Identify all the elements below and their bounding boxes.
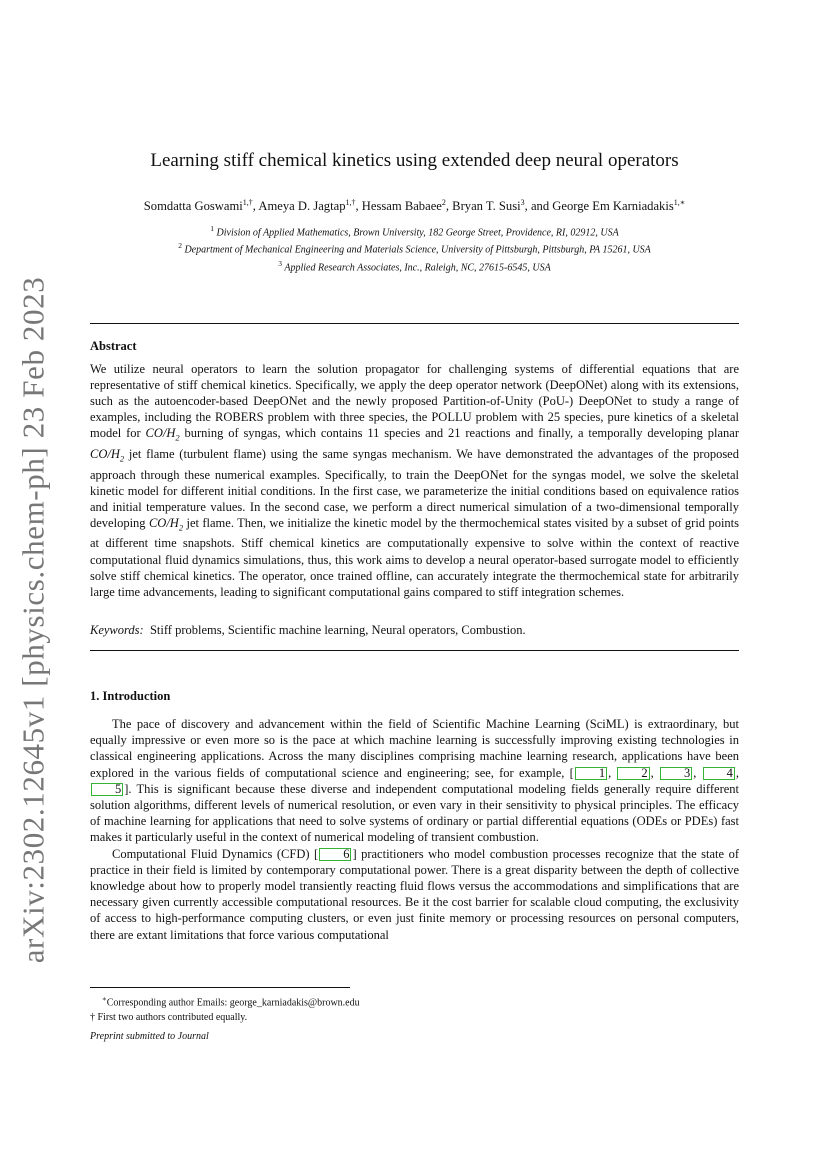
introduction-body (90, 716, 739, 943)
abstract-part: We utilize neural operators to learn the solution propagator for challenging systems of differential equations that are representative of stiff chemical kinetics. Specifically, we apply the deep operator network (DeepONet) along with its extensions, such as the autoencoder-based DeepONet and the newly proposed Partition-of-Unity (PoU-) DeepONet to study a range of examples, including the ROBERS problem with three species, the POLLU problem with 25 species, pure kinetics of a skeletal model for (90, 362, 739, 441)
affiliation-text: Division of Applied Mathematics, Brown University, 182 George Street, Providence, RI, 02912, USA (216, 227, 619, 239)
author-separator: , (355, 199, 362, 214)
author-affil-mark: 2 (441, 198, 446, 207)
formula: $CO/H_2$ (148, 515, 184, 533)
citation-link[interactable]: 2 (617, 767, 649, 780)
paper-title: Learning stiff chemical kinetics using extended deep neural operators (150, 150, 679, 171)
author-name: Bryan T. Susi (452, 199, 521, 214)
arxiv-identifier (15, 276, 51, 964)
author-list (90, 198, 739, 214)
author-separator: , and (524, 199, 553, 214)
affiliation (90, 239, 739, 256)
paragraph: Computational Fluid Dynamics (CFD) [ 6 ] practitioners who model combustion processes recognize that the state of practice in their field is limited by contemporary computational power. There is a great disparity between the depth of collective knowledge about how to properly model transiently reacting fluid flows versus the accommodations and simplifications that are necessary given currently accessible computational resources. Be it the cost barrier for scalable cloud computing, the exclusivity of access to high-performance computing clusters, or even just finite memory or processing resources on personal computers, there are extant limitations that force various computational (90, 846, 739, 942)
formula: $CO/H_2$ (145, 426, 180, 443)
citation-link[interactable]: 6 (319, 848, 351, 861)
author-name: Hessam Babaee (361, 199, 442, 214)
affiliation (90, 222, 739, 239)
abstract-bottom-rule (90, 650, 739, 651)
affiliation (90, 257, 739, 274)
footnote-corresponding: ∗Corresponding author Emails: george_karniadakis@brown.edu (102, 995, 360, 1009)
footnote-rule (90, 987, 350, 988)
citation-link[interactable]: 4 (703, 767, 735, 780)
preprint-note: Preprint submitted to Journal (90, 1031, 209, 1042)
abstract-top-rule (90, 323, 739, 324)
affiliation-list (90, 222, 739, 274)
affiliation-number: 1 (210, 224, 215, 233)
author-name: Somdatta Goswami (143, 199, 243, 214)
keywords-text: Stiff problems, Scientific machine learning, Neural operators, Combustion. (149, 623, 526, 637)
keywords-label: Keywords: (90, 623, 144, 637)
abstract-part: jet flame. Then, we initialize the kinetic model by the thermochemical states visited by a subset of grid points at different time snapshots. Stiff chemical kinetics are computationally expensive to solve within the context of reactive computational fluid dynamics simulations, thus, this work aims to develop a neural operator-based surrogate model to efficiently solve stiff chemical kinetics. The operator, once trained offline, can accurately integrate the thermochemical state for arbitrarily large time advancements, leading to significant computational gains compared to stiff integration schemes. (90, 515, 739, 599)
keywords (90, 623, 739, 638)
formula: $CO/H_2$ (90, 446, 125, 464)
paragraph: The pace of discovery and advancement within the field of Scientific Machine Learning (SciML) is extraordinary, but equally impressive or even more so is the pace at which machine learning is successfully improving existing technologies in classical engineering applications. Across the many disciplines comprising machine learning research, applications have been explored in the various fields of computational science and engineering; see, for example, [ 1 , 2 , 3 , 4 , 5 ]. This is significant because these diverse and independent computational modeling fields generally require different solution algorithms, different levels of numerical resolution, or even vary in their sensitivity to physical principles. The efficacy of machine learning for applications that need to solve systems of ordinary or partial differential equations (ODEs or PDEs) fast makes it particularly useful in the context of numerical modeling of transient combustion. (90, 717, 740, 845)
author-affil-mark: 1,† (345, 198, 356, 207)
affiliation-number: 2 (178, 241, 182, 251)
citation-link[interactable]: 1 (575, 767, 607, 780)
abstract-part: burning of syngas, which contains 11 species and 21 reactions and finally, a temporally developing planar (179, 426, 739, 441)
author-name: Ameya D. Jagtap (258, 199, 346, 214)
abstract-part: jet flame (turbulent flame) using the same syngas mechanism. We have demonstrated the advantages of the proposed approach through these numerical examples. Specifically, to train the DeepONet for the syngas model, we solve the skeletal kinetic model for different initial conditions. In the first case, we parameterize the initial conditions based on equivalence ratios and initial temperature values. In the second case, we perform a direct numerical simulation of a two-dimensional temporally developing (90, 446, 739, 530)
citation-link[interactable]: 3 (660, 767, 692, 780)
affiliation-number: 3 (278, 258, 283, 268)
abstract-heading: Abstract (90, 339, 137, 353)
abstract-text (90, 361, 739, 600)
section-heading-introduction: 1. Introduction (90, 689, 171, 703)
author-separator: , (445, 199, 453, 214)
author-affil-mark: 1,∗ (673, 198, 686, 207)
citation-link[interactable]: 5 (91, 783, 123, 796)
author-affil-mark: 3 (520, 198, 525, 207)
author-separator: , (252, 199, 259, 214)
arxiv-identifier-text: arXiv:2302.12645v1 [physics.chem-ph] 23 Feb 2023 (15, 276, 51, 964)
footnotes (90, 992, 739, 1025)
footnote-equal-contribution: † First two authors contributed equally. (90, 1012, 248, 1024)
author-name: George Em Karniadakis (552, 199, 674, 214)
affiliation-text: Department of Mechanical Engineering and Materials Science, University of Pittsburgh, Pittsburgh, PA 15261, USA (184, 244, 651, 256)
author-affil-mark: 1,† (242, 198, 253, 207)
affiliation-text: Applied Research Associates, Inc., Raleigh, NC, 27615-6545, USA (284, 261, 551, 273)
